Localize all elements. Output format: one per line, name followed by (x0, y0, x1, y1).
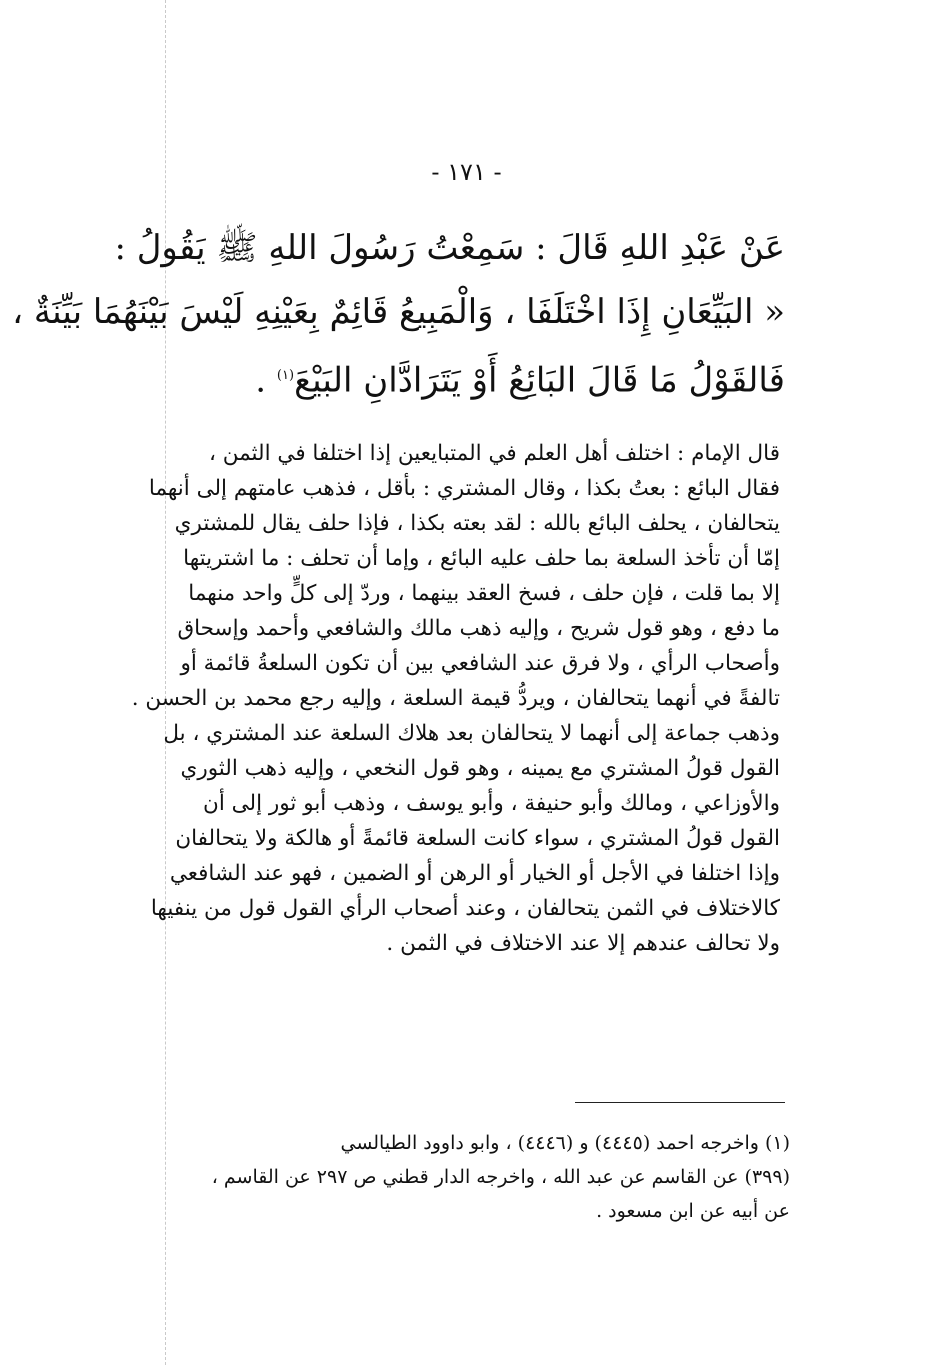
commentary-line: قال الإمام : اختلف أهل العلم في المتبايعين إذا اختلفا في الثمن ، (208, 441, 780, 466)
commentary-line: فقال البائع : بعتُ بكذا ، وقال المشتري : بأقل ، فذهب عامتهم إلى أنهما (148, 476, 780, 501)
commentary-line: والأوزاعي ، ومالك وأبو حنيفة ، وأبو يوسف ، وذهب أبو ثور إلى أن (203, 791, 780, 816)
commentary-line: وإذا اختلفا في الأجل أو الخيار أو الرهن أو الضمين ، فهو عند الشافعي (169, 861, 780, 886)
hadith-line-last (150, 344, 785, 412)
hadith-line: « البَيِّعَانِ إِذَا اخْتَلَفَا ، وَالْمَبِيعُ قَائِمٌ بِعَيْنِهِ لَيْسَ بَيْنَهُمَا بَيِّنَةٌ ، (12, 292, 785, 332)
commentary-line: كالاختلاف في الثمن يتحالفان ، وعند أصحاب الرأي القول قول من ينفيها (150, 896, 780, 921)
commentary-text (131, 436, 780, 961)
hadith-line-text: فَالقَوْلُ مَا قَالَ البَائِعُ أَوْ يَتَرَادَّانِ البَيْعَ (294, 360, 785, 401)
commentary-line: القول قولُ المشتري مع يمينه ، وهو قول النخعي ، وإليه ذهب الثوري (180, 756, 780, 781)
commentary-line: وذهب جماعة إلى أنهما لا يتحالفان بعد هلاك السلعة عند المشتري ، بل (163, 721, 780, 746)
commentary-line: ما دفع ، وهو قول شريح ، وإليه ذهب مالك والشافعي وأحمد وإسحاق (177, 616, 780, 641)
commentary-line: إمّا أن تأخذ السلعة بما حلف عليه البائع ، وإما أن تحلف : ما اشتريتها (183, 546, 780, 571)
footnote-line: عن أبيه عن ابن مسعود . (596, 1200, 790, 1222)
commentary-line: يتحالفان ، يحلف البائع بالله : لقد بعته بكذا ، فإذا حلف يقال للمشتري (174, 511, 780, 536)
commentary-line: وأصحاب الرأي ، ولا فرق عند الشافعي بين أن تكون السلعةُ قائمة أو (180, 651, 780, 676)
hadith-line: عَنْ عَبْدِ اللهِ قَالَ : سَمِعْتُ رَسُولَ اللهِ ﷺ يَقُولُ : (114, 228, 785, 268)
commentary-line: إلا بما قلت ، فإن حلف ، فسخ العقد بينهما ، وردّ إلى كلٍّ واحد منهما (188, 581, 780, 606)
footnote-line: (٣٩٩) عن القاسم عن عبد الله ، واخرجه الدار قطني ص ٢٩٧ عن القاسم ، (211, 1166, 790, 1188)
commentary-line: تالفةً في أنهما يتحالفان ، ويردُّ قيمة السلعة ، وإليه رجع محمد بن الحسن . (131, 686, 780, 711)
footnote-separator (575, 1102, 785, 1103)
hadith-text (12, 216, 785, 412)
footnote-line: (١) واخرجه احمد (٤٤٤٥) و (٤٤٤٦) ، وابو داوود الطيالسي (340, 1132, 790, 1154)
page-number: - ١٧١ - (431, 158, 502, 186)
hadith-end-mark: . (255, 360, 277, 401)
commentary-line: القول قولُ المشتري ، سواء كانت السلعة قائمةً أو هالكة ولا يتحالفان (175, 826, 780, 851)
commentary-line: ولا تحالف عندهم إلا عند الاختلاف في الثمن . (386, 931, 780, 956)
footnote-marker[interactable]: (١) (276, 368, 295, 383)
footnote (160, 1126, 790, 1228)
